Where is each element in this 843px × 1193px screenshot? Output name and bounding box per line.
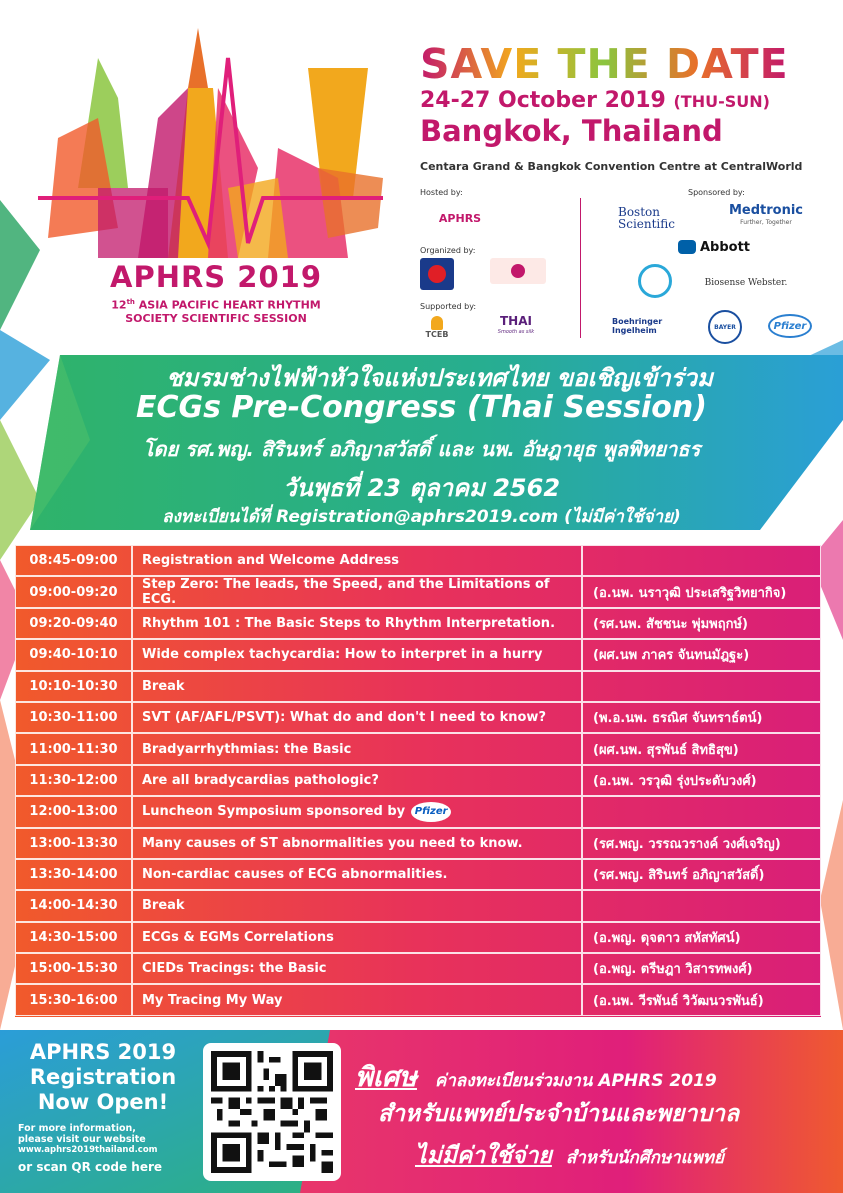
- schedule-row: [15, 828, 821, 859]
- tceb-logo: [420, 312, 454, 342]
- schedule-speaker: (รศ.พญ. สิรินทร์ อภิญาสวัสดิ์): [582, 859, 821, 890]
- schedule-speaker: (ผศ.นพ. สุรพันธ์ สิทธิสุข): [582, 733, 821, 764]
- schedule-topic-text: Bradyarrhythmias: the Basic: [142, 741, 352, 757]
- schedule-speaker: (อ.พญ. ตรีษฎา วิสารทพงศ์): [582, 953, 821, 984]
- event-subtitle-2: SOCIETY SCIENTIFIC SESSION: [125, 311, 307, 325]
- banner-invite-line: ชมรมช่างไฟฟ้าหัวใจแห่งประเทศไทย ขอเชิญเข้าร่วม: [166, 364, 713, 392]
- schedule-time: 14:00-14:30: [15, 890, 132, 921]
- promo-line-3: [415, 1138, 724, 1174]
- boehringer-text: Boehringer Ingelheim: [612, 317, 663, 335]
- promo-line-1: [355, 1055, 717, 1098]
- info-line-2: please visit our website: [18, 1134, 146, 1145]
- schedule-speaker: (อ.นพ. วีรพันธ์ วิวัฒนวรพันธ์): [582, 984, 821, 1015]
- schedule-time: 10:10-10:30: [15, 671, 132, 702]
- aphrs-logo-art: [38, 28, 383, 258]
- schedule-speaker: [582, 890, 821, 921]
- registration-line-2: Registration: [29, 1065, 177, 1089]
- schedule-time: 15:00-15:30: [15, 953, 132, 984]
- heart-icon: [428, 265, 446, 283]
- schedule-row: [15, 984, 821, 1015]
- schedule-speaker: (อ.พญ. ดุจดาว สหัสทัศน์): [582, 922, 821, 953]
- sponsored-by-label: Sponsored by:: [688, 188, 745, 197]
- heart-rhythm-icon: [511, 264, 525, 278]
- website-link[interactable]: www.aphrs2019thailand.com: [18, 1145, 158, 1155]
- schedule-speaker: (ผศ.นพ ภาคร จันทนมัฎฐะ): [582, 639, 821, 670]
- promo-special: พิเศษ: [355, 1062, 417, 1093]
- schedule-time: 09:40-10:10: [15, 639, 132, 670]
- medtronic-logo: [724, 204, 808, 230]
- schedule-row: [15, 608, 821, 639]
- thai-airways-logo: [488, 316, 544, 338]
- registration-line-3: Now Open!: [37, 1090, 169, 1114]
- event-date-text: 24-27 October 2019: [420, 88, 666, 113]
- schedule-speaker: (รศ.พญ. วรรณวรางค์ วงศ์เจริญ): [582, 828, 821, 859]
- schedule-topic: [132, 765, 582, 796]
- schedule-row: [15, 545, 821, 576]
- schedule-topic: [132, 828, 582, 859]
- schedule-topic: [132, 859, 582, 890]
- boehringer-logo: [612, 314, 682, 338]
- biosense-webster-logo: [700, 274, 792, 292]
- event-city: Bangkok, Thailand: [420, 114, 723, 148]
- promo-line-2: สำหรับแพทย์ประจำบ้านและพยาบาล: [378, 1101, 740, 1127]
- schedule-topic-text: Registration and Welcome Address: [142, 553, 400, 569]
- sponsor-circle-logo: [638, 264, 672, 298]
- partners-divider: [580, 198, 581, 338]
- schedule-row: [15, 859, 821, 890]
- event-ordinal-suffix: th: [126, 298, 135, 306]
- schedule-topic: [132, 796, 582, 827]
- schedule-speaker: [582, 545, 821, 576]
- event-title: APHRS 2019: [110, 260, 322, 294]
- schedule-speaker: (อ.นพ. นราวุฒิ ประเสริฐวิทยากิจ): [582, 576, 821, 607]
- promo-free: ไม่มีค่าใช้จ่าย: [415, 1143, 552, 1169]
- registration-info: [18, 1123, 198, 1174]
- host-logo-text: APHRS: [438, 211, 482, 225]
- schedule-time: 12:00-13:00: [15, 796, 132, 827]
- schedule-topic: [132, 576, 582, 607]
- schedule-topic-text: Break: [142, 898, 185, 914]
- schedule-speaker: [582, 671, 821, 702]
- schedule-time: 15:30-16:00: [15, 984, 132, 1015]
- schedule-row: [15, 765, 821, 796]
- schedule-time: 13:00-13:30: [15, 828, 132, 859]
- schedule-time: 13:30-14:00: [15, 859, 132, 890]
- aphrs-host-logo: [420, 200, 500, 236]
- schedule-topic: [132, 545, 582, 576]
- bayer-text: BAYER: [714, 323, 736, 331]
- schedule-topic-text: Break: [142, 678, 185, 694]
- schedule-topic: [132, 953, 582, 984]
- thai-logo-text: THAI: [500, 314, 532, 328]
- schedule-topic-text: Are all bradycardias pathologic?: [142, 772, 379, 788]
- schedule-topic-text: Many causes of ST abnormalities you need to know.: [142, 835, 523, 851]
- schedule-topic: [132, 733, 582, 764]
- banner-session-title: ECGs Pre-Congress (Thai Session): [136, 390, 707, 425]
- schedule-topic-text: My Tracing My Way: [142, 992, 283, 1008]
- schedule-topic-text: SVT (AF/AFL/PSVT): What do and don't I need to know?: [142, 710, 546, 726]
- schedule-row: [15, 796, 821, 827]
- abbott-text: Abbott: [699, 239, 751, 255]
- abbott-logo: [672, 236, 756, 258]
- schedule-topic: [132, 671, 582, 702]
- schedule-speaker: [582, 796, 821, 827]
- schedule-topic-text: Step Zero: The leads, the Speed, and the Limitations of ECG.: [142, 577, 550, 608]
- schedule-topic-text: Rhythm 101 : The Basic Steps to Rhythm Interpretation.: [142, 615, 556, 631]
- pfizer-logo: [768, 314, 812, 338]
- schedule-time: 14:30-15:00: [15, 922, 132, 953]
- medtronic-tagline: Further, Together: [740, 219, 792, 226]
- event-venue: Centara Grand & Bangkok Convention Centre at CentralWorld: [420, 160, 803, 173]
- biosense-text: Biosense Webster.: [704, 278, 788, 288]
- schedule-time: 11:00-11:30: [15, 733, 132, 764]
- registration-heading: [18, 1040, 188, 1115]
- supported-by-label: Supported by:: [420, 302, 477, 311]
- abbott-icon: [678, 240, 696, 254]
- banner-speakers-line: โดย รศ.พญ. สิรินทร์ อภิญาสวัสดิ์ และ นพ. อัษฎายุธ พูลพิทยาธร: [142, 437, 701, 461]
- pfizer-sponsor-logo: Pfizer: [411, 802, 451, 822]
- schedule-topic-text: CIEDs Tracings: the Basic: [142, 961, 327, 977]
- schedule-row: [15, 671, 821, 702]
- tceb-logo-text: TCEB: [425, 329, 449, 339]
- schedule-topic: [132, 702, 582, 733]
- info-line-1: For more information,: [18, 1123, 136, 1134]
- schedule-row: [15, 639, 821, 670]
- organizer-logo-2: [490, 258, 546, 284]
- event-day-range: (THU-SUN): [673, 92, 770, 111]
- schedule-topic-text: Non-cardiac causes of ECG abnormalities.: [142, 867, 448, 883]
- bayer-logo: [708, 310, 742, 344]
- schedule-topic-text: Luncheon Symposium sponsored by: [142, 804, 406, 820]
- schedule-row: [15, 890, 821, 921]
- schedule-time: 08:45-09:00: [15, 545, 132, 576]
- organizer-logo-1: [420, 258, 454, 290]
- schedule-topic-text: ECGs & EGMs Correlations: [142, 929, 334, 945]
- schedule-topic: [132, 639, 582, 670]
- schedule-row: [15, 733, 821, 764]
- schedule-time: 09:00-09:20: [15, 576, 132, 607]
- qr-code[interactable]: [203, 1043, 341, 1181]
- promo-line-1-text: ค่าลงทะเบียนร่วมงาน APHRS 2019: [434, 1071, 717, 1091]
- schedule-time: 09:20-09:40: [15, 608, 132, 639]
- schedule-table: [15, 545, 821, 1016]
- schedule-row: [15, 702, 821, 733]
- schedule-speaker: (พ.อ.นพ. ธรณิศ จันทราธ์ตน์): [582, 702, 821, 733]
- qr-note: or scan QR code here: [18, 1160, 163, 1174]
- flame-icon: [431, 316, 443, 330]
- schedule-topic: [132, 922, 582, 953]
- organized-by-label: Organized by:: [420, 246, 476, 255]
- banner-registration-line: ลงทะเบียนได้ที่ Registration@aphrs2019.com (ไม่มีค่าใช้จ่าย): [162, 507, 681, 527]
- schedule-topic: [132, 890, 582, 921]
- schedule-topic-text: Wide complex tachycardia: How to interpret in a hurry: [142, 647, 543, 663]
- schedule-time: 11:30-12:00: [15, 765, 132, 796]
- event-date: [420, 88, 770, 113]
- medtronic-text: Medtronic: [728, 203, 804, 218]
- schedule-row: [15, 922, 821, 953]
- boston-scientific-text: Boston Scientific: [618, 205, 675, 231]
- event-ordinal: 12: [111, 298, 127, 312]
- boston-scientific-logo: [618, 204, 688, 232]
- thai-tagline: Smooth as silk: [497, 329, 535, 335]
- schedule-time: 10:30-11:00: [15, 702, 132, 733]
- pfizer-text: Pfizer: [773, 320, 807, 332]
- registration-line-1: APHRS 2019: [29, 1040, 177, 1064]
- schedule-speaker: (รศ.นพ. สัชชนะ พุ่มพฤกษ์): [582, 608, 821, 639]
- qr-code-icon: [211, 1051, 333, 1173]
- schedule-row: [15, 576, 821, 607]
- banner-date-line: วันพุธที่ 23 ตุลาคม 2562: [282, 474, 561, 502]
- event-subtitle-1: ASIA PACIFIC HEART RHYTHM: [138, 298, 321, 312]
- schedule-topic: [132, 608, 582, 639]
- schedule-row: [15, 953, 821, 984]
- event-subtitle: [76, 296, 356, 325]
- schedule-speaker: (อ.นพ. วรวุฒิ รุ่งประดับวงศ์): [582, 765, 821, 796]
- schedule-topic: [132, 984, 582, 1015]
- promo-line-3-text: สำหรับนักศึกษาแพทย์: [565, 1148, 724, 1168]
- hosted-by-label: Hosted by:: [420, 188, 463, 197]
- save-the-date-heading: SAVE THE DATE: [420, 40, 789, 88]
